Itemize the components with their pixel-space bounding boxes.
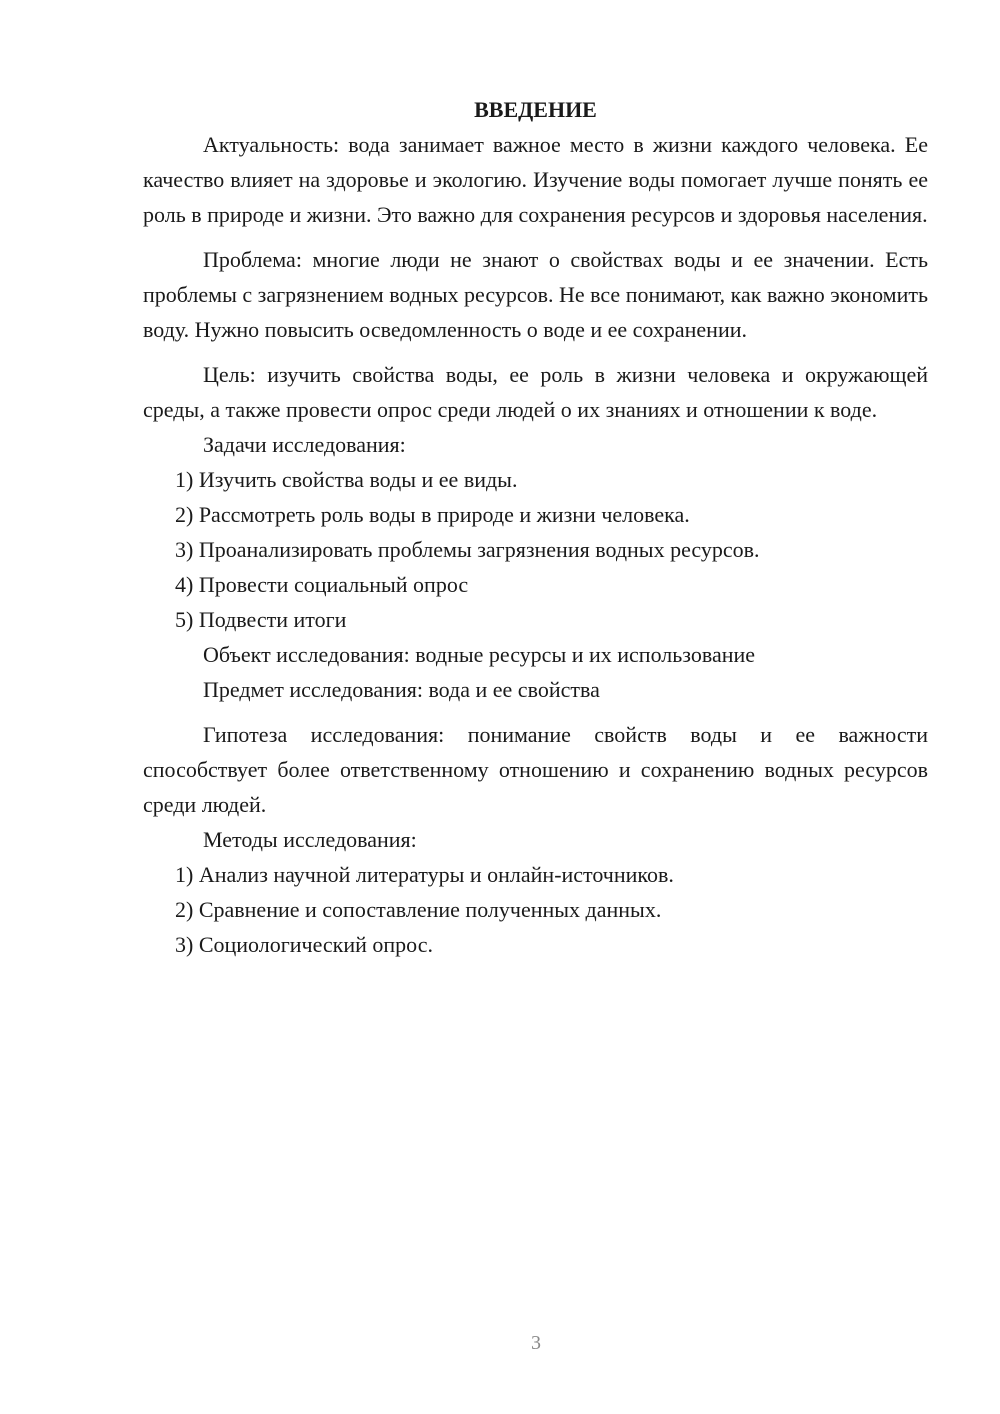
methods-title: Методы исследования: [203, 827, 417, 852]
tasks-list [143, 462, 928, 637]
list-item: 3) Социологический опрос. [175, 932, 433, 957]
list-item: 2) Рассмотреть роль воды в природе и жизни человека. [175, 502, 690, 527]
goal-paragraph: Цель: изучить свойства воды, ее роль в жизни человека и окружающей среды, а также провести опрос среди людей о их знаниях и отношении к воде. [143, 362, 928, 422]
list-item: 5) Подвести итоги [175, 607, 347, 632]
relevance-paragraph: Актуальность: вода занимает важное место в жизни каждого человека. Ее качество влияет на здоровье и экологию. Изучение воды помогает лучше понять ее роль в природе и жизни. Это важно для сохранения ресурсов и здоровья населения. [143, 132, 928, 227]
list-item: 2) Сравнение и сопоставление полученных данных. [175, 897, 662, 922]
methods-list [143, 857, 928, 962]
list-item: 3) Проанализировать проблемы загрязнения водных ресурсов. [175, 537, 760, 562]
research-subject: Предмет исследования: вода и ее свойства [203, 677, 600, 702]
list-item: 1) Изучить свойства воды и ее виды. [175, 467, 518, 492]
problem-paragraph: Проблема: многие люди не знают о свойствах воды и ее значении. Есть проблемы с загрязнением водных ресурсов. Не все понимают, как важно экономить воду. Нужно повысить осведомленность о воде и ее сохранении. [143, 247, 929, 342]
list-item: 1) Анализ научной литературы и онлайн-источников. [175, 862, 674, 887]
page-title: ВВЕДЕНИЕ [474, 97, 597, 122]
page-content [143, 92, 928, 962]
tasks-title: Задачи исследования: [203, 432, 406, 457]
page-number: 3 [531, 1332, 541, 1354]
research-object: Объект исследования: водные ресурсы и их использование [203, 642, 756, 667]
list-item: 4) Провести социальный опрос [175, 572, 469, 597]
hypothesis-paragraph: Гипотеза исследования: понимание свойств воды и ее важности способствует более ответственному отношению и сохранению водных ресурсов среди людей. [143, 722, 928, 817]
